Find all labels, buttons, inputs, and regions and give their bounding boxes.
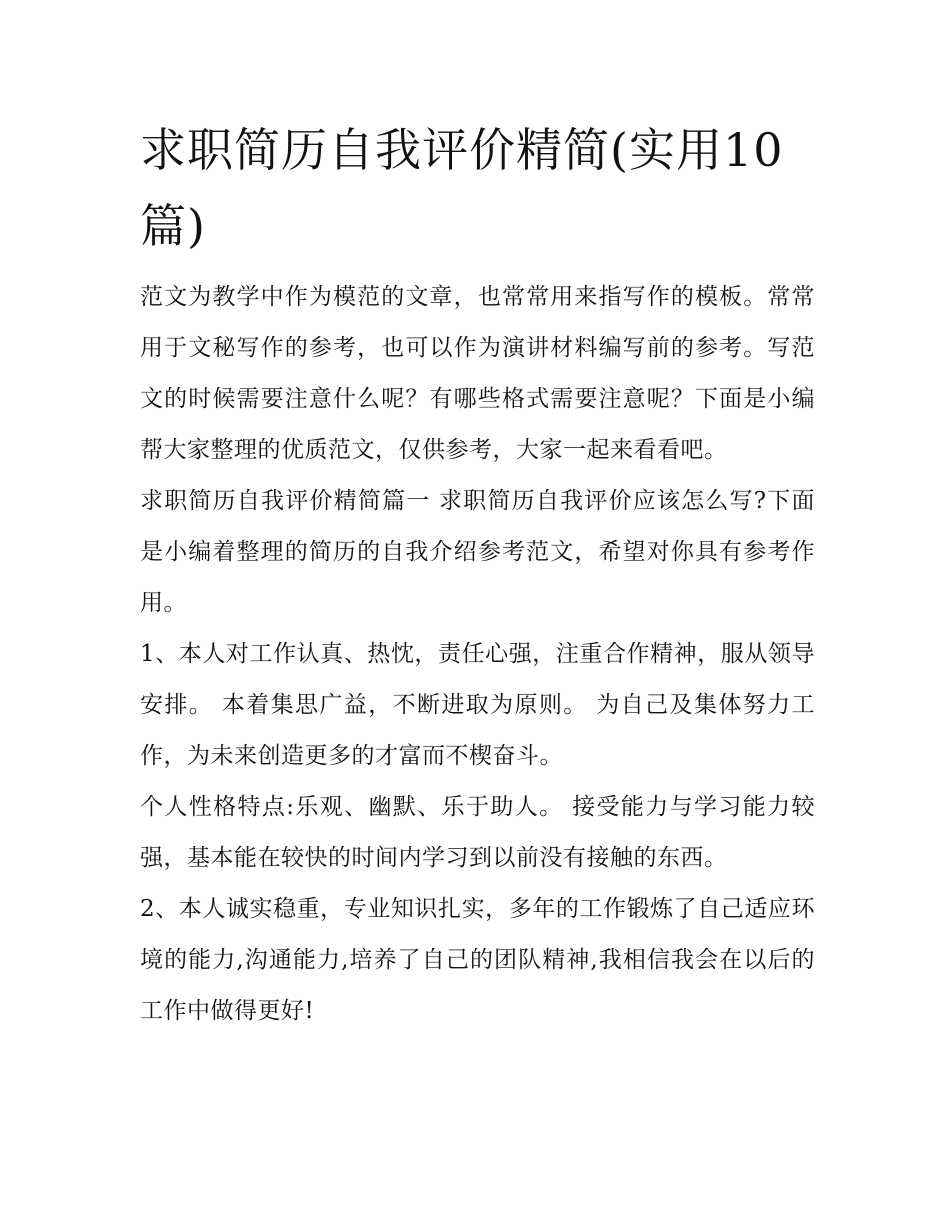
personality-paragraph: 个人性格特点:乐观、幽默、乐于助人。 接受能力与学习能力较强，基本能在较快的时间内学习到以前没有接触的东西。	[140, 794, 815, 871]
intro-paragraph: 范文为教学中作为模范的文章，也常常用来指写作的模板。常常用于文秘写作的参考，也可以作为演讲材料编写前的参考。写范文的时候需要注意什么呢？有哪些格式需要注意呢？下面是小编帮大家整理的优质范文，仅供参考，大家一起来看看吧。	[140, 284, 815, 463]
section-one-paragraph: 求职简历自我评价精简篇一 求职简历自我评价应该怎么写?下面是小编着整理的简历的自我介绍参考范文，希望对你具有参考作用。	[140, 488, 815, 616]
document-title: 求职简历自我评价精简(实用10篇)	[140, 123, 784, 253]
document-body	[140, 112, 815, 1037]
point-one-paragraph: 1、本人对工作认真、热忱，责任心强，注重合作精神，服从领导安排。 本着集思广益，不断进取为原则。 为自己及集体努力工作，为未来创造更多的才富而不楔奋斗。	[140, 641, 815, 769]
point-two-paragraph: 2、本人诚实稳重，专业知识扎实，多年的工作锻炼了自己适应环境的能力,沟通能力,培养了自己的团队精神,我相信我会在以后的工作中做得更好!	[140, 896, 815, 1024]
